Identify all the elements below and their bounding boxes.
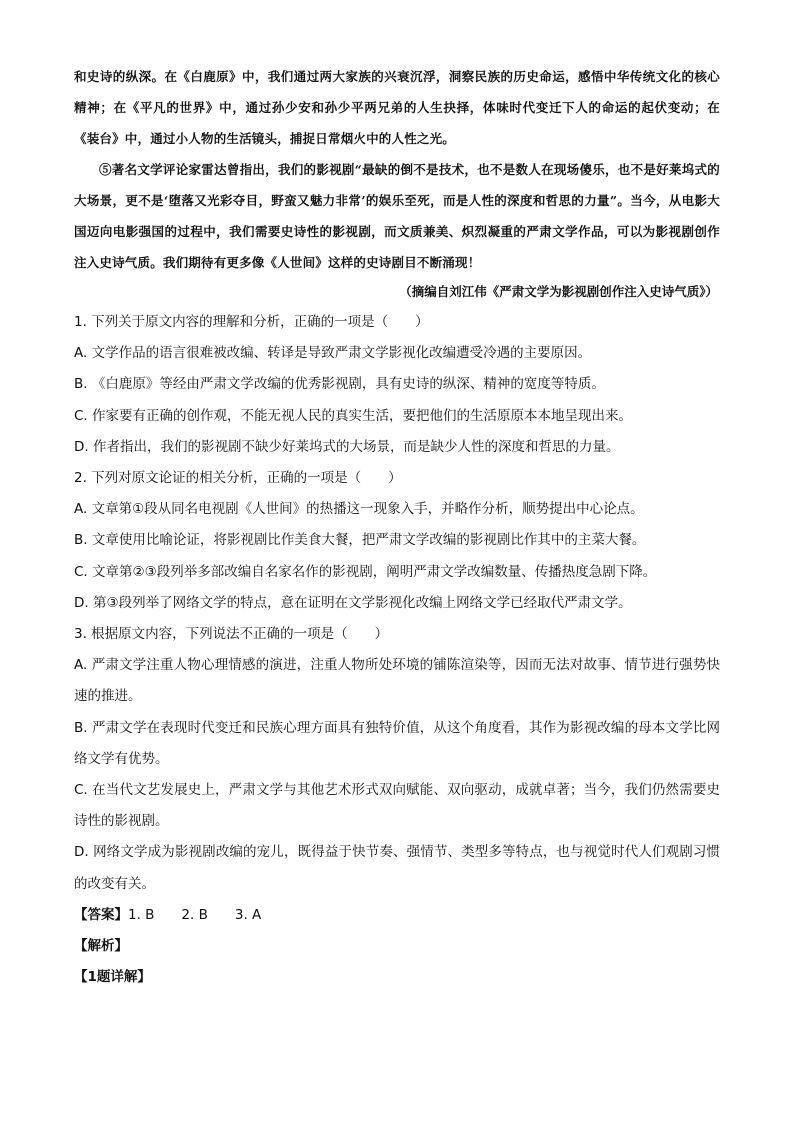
passage-paragraph-5: ⑤著名文学评论家雷达曾指出，我们的影视剧“最缺的倒不是技术，也不是数人在现场傻乐，也不是好莱坞式的大场景，更不是‘堕落又光彩夺目，野蛮又魅力非常’的娱乐至死，而是人性的深度和哲思的力量”。当今，从电影大国迈向电影强国的过程中，我们需要史诗性的影视剧，而文质兼美、炽烈凝重的严肃文学作品，可以为影视剧创作注入史诗气质。我们期待有更多像《人世间》这样的史诗剧目不断涌现！	[74, 162, 720, 270]
reading-passage	[74, 61, 720, 278]
option-b: B. 严肃文学在表现时代变迁和民族心理方面具有独特价值，从这个角度看，其作为影视改编的母本文学比网络文学有优势。	[74, 719, 720, 767]
questions-section	[74, 307, 720, 993]
passage-source: （摘编自刘江伟《严肃文学为影视剧创作注入史诗气质》）	[399, 284, 718, 299]
detail-label: 【1题详解】	[74, 969, 151, 986]
option-a: A. 严肃文学注重人物心理情感的演进，注重人物所处环境的铺陈渲染等，因而无法对故事、情节进行强势快速的推进。	[74, 657, 720, 705]
option-c: C. 在当代文艺发展史上，严肃文学与其他艺术形式双向赋能、双向驱动，成就卓著；当今，我们仍然需要史诗性的影视剧。	[74, 782, 720, 830]
question-2	[74, 463, 720, 619]
option-d: D. 第③段列举了网络文学的特点，意在证明在文学影视化改编上网络文学已经取代严肃文学。	[74, 594, 632, 611]
question-1	[74, 307, 720, 463]
passage-paragraph-continued: 和史诗的纵深。在《白鹿原》中，我们通过两大家族的兴衰沉浮，洞察民族的历史命运，感悟中华传统文化的核心精神；在《平凡的世界》中，通过孙少安和孙少平两兄弟的人生抉择，体味时代变迁下人的命运的起伏变动；在《装台》中，通过小人物的生活镜头，捕捉日常烟火中的人性之光。	[74, 69, 720, 146]
question-3	[74, 619, 720, 900]
option-b: B. 文章使用比喻论证，将影视剧比作美食大餐，把严肃文学改编的影视剧比作其中的主菜大餐。	[74, 532, 646, 549]
option-b: B. 《白鹿原》等经由严肃文学改编的优秀影视剧，具有史诗的纵深、精神的宽度等特质。	[74, 376, 605, 393]
option-d: D. 作者指出，我们的影视剧不缺少好莱坞式的大场景，而是缺少人性的深度和哲思的力量。	[74, 438, 620, 455]
question-stem: 2. 下列对原文论证的相关分析，正确的一项是（ ）	[74, 470, 402, 487]
option-d: D. 网络文学成为影视剧改编的宠儿，既得益于快节奏、强情节、类型多等特点，也与视觉时代人们观剧习惯的改变有关。	[74, 844, 720, 892]
option-c: C. 作家要有正确的创作观，不能无视人民的真实生活，要把他们的生活原原本本地呈现出来。	[74, 407, 633, 424]
option-a: A. 文学作品的语言很难被改编、转译是导致严肃文学影视化改编遭受冷遇的主要原因。	[74, 345, 592, 362]
answer-label: 【答案】	[74, 906, 128, 923]
option-c: C. 文章第②③段列举多部改编自名家名作的影视剧，阐明严肃文学改编数量、传播热度急剧下降。	[74, 563, 657, 580]
analysis-label: 【解析】	[74, 938, 128, 955]
answer-value: 1. B 2. B 3. A	[128, 906, 262, 923]
option-a: A. 文章第①段从同名电视剧《人世间》的热播这一现象入手，并略作分析，顺势提出中心论点。	[74, 501, 644, 518]
question-stem: 3. 根据原文内容，下列说法不正确的一项是（ ）	[74, 626, 389, 643]
question-stem: 1. 下列关于原文内容的理解和分析，正确的一项是（ ）	[74, 314, 429, 330]
answer-line	[74, 900, 720, 931]
